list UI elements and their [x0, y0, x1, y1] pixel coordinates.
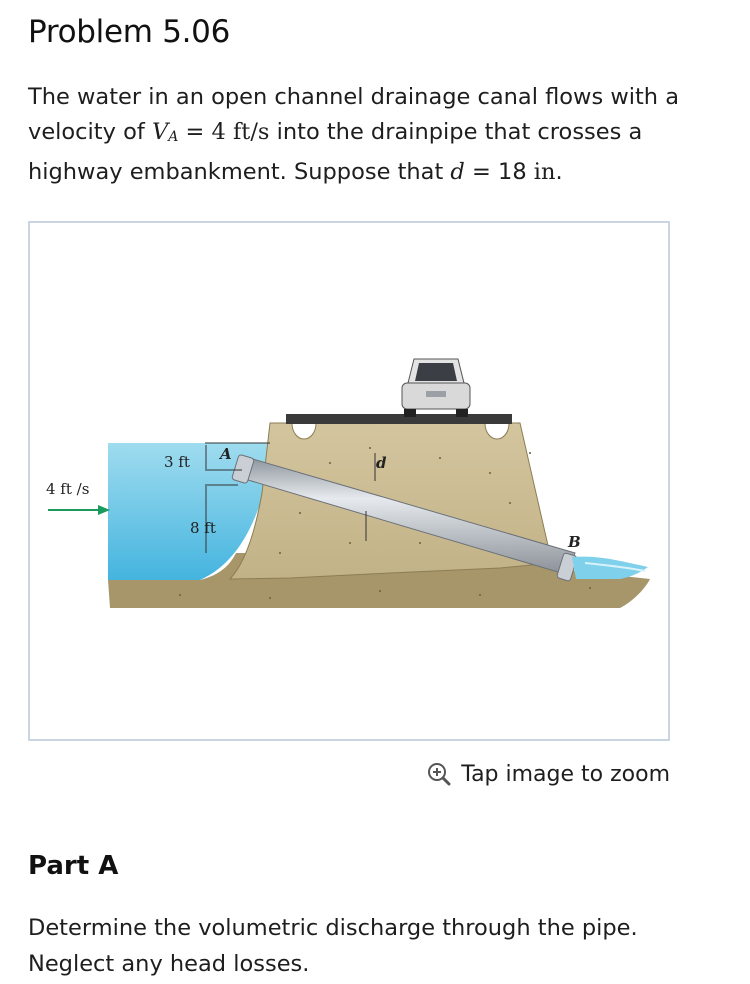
velocity-value: 4 ft/s — [211, 119, 270, 145]
depth-top-label: 3 ft — [164, 453, 190, 471]
inflow-arrow — [48, 505, 110, 515]
zoom-hint-text: Tap image to zoom — [461, 761, 670, 787]
problem-statement — [28, 80, 708, 190]
velocity-subscript: A — [168, 129, 179, 145]
problem-title: Problem 5.06 — [28, 14, 231, 50]
diameter-symbol: d — [450, 159, 465, 185]
diameter-unit: in — [526, 159, 556, 185]
suv-car-icon — [402, 359, 470, 417]
equals-sign-2: = — [464, 159, 498, 185]
part-question: Determine the volumetric discharge through the pipe. Neglect any head losses. — [28, 915, 638, 977]
statement-end: . — [555, 159, 563, 185]
outflow-water — [572, 557, 648, 579]
road-surface — [286, 414, 512, 424]
pipe-diameter-label: d — [376, 454, 387, 472]
depth-pipe-label: 8 ft — [190, 519, 216, 537]
statement-text-2: into the drainpipe that crosses a highway embankment. Suppose that — [28, 119, 643, 185]
inflow-velocity-label: 4 ft /s — [46, 480, 90, 498]
embankment-diagram — [30, 223, 668, 739]
equals-sign-1: = — [178, 119, 212, 145]
point-b-label: B — [568, 533, 581, 551]
zoom-hint[interactable] — [426, 761, 670, 787]
zoom-in-icon — [426, 761, 452, 787]
diameter-value: 18 — [498, 159, 527, 185]
problem-figure[interactable] — [28, 221, 670, 741]
part-title: Part A — [28, 851, 119, 881]
velocity-symbol: V — [151, 119, 169, 145]
statement-text-1: The water in an open channel drainage canal flows with a velocity of — [28, 84, 680, 145]
point-a-label: A — [220, 445, 232, 463]
